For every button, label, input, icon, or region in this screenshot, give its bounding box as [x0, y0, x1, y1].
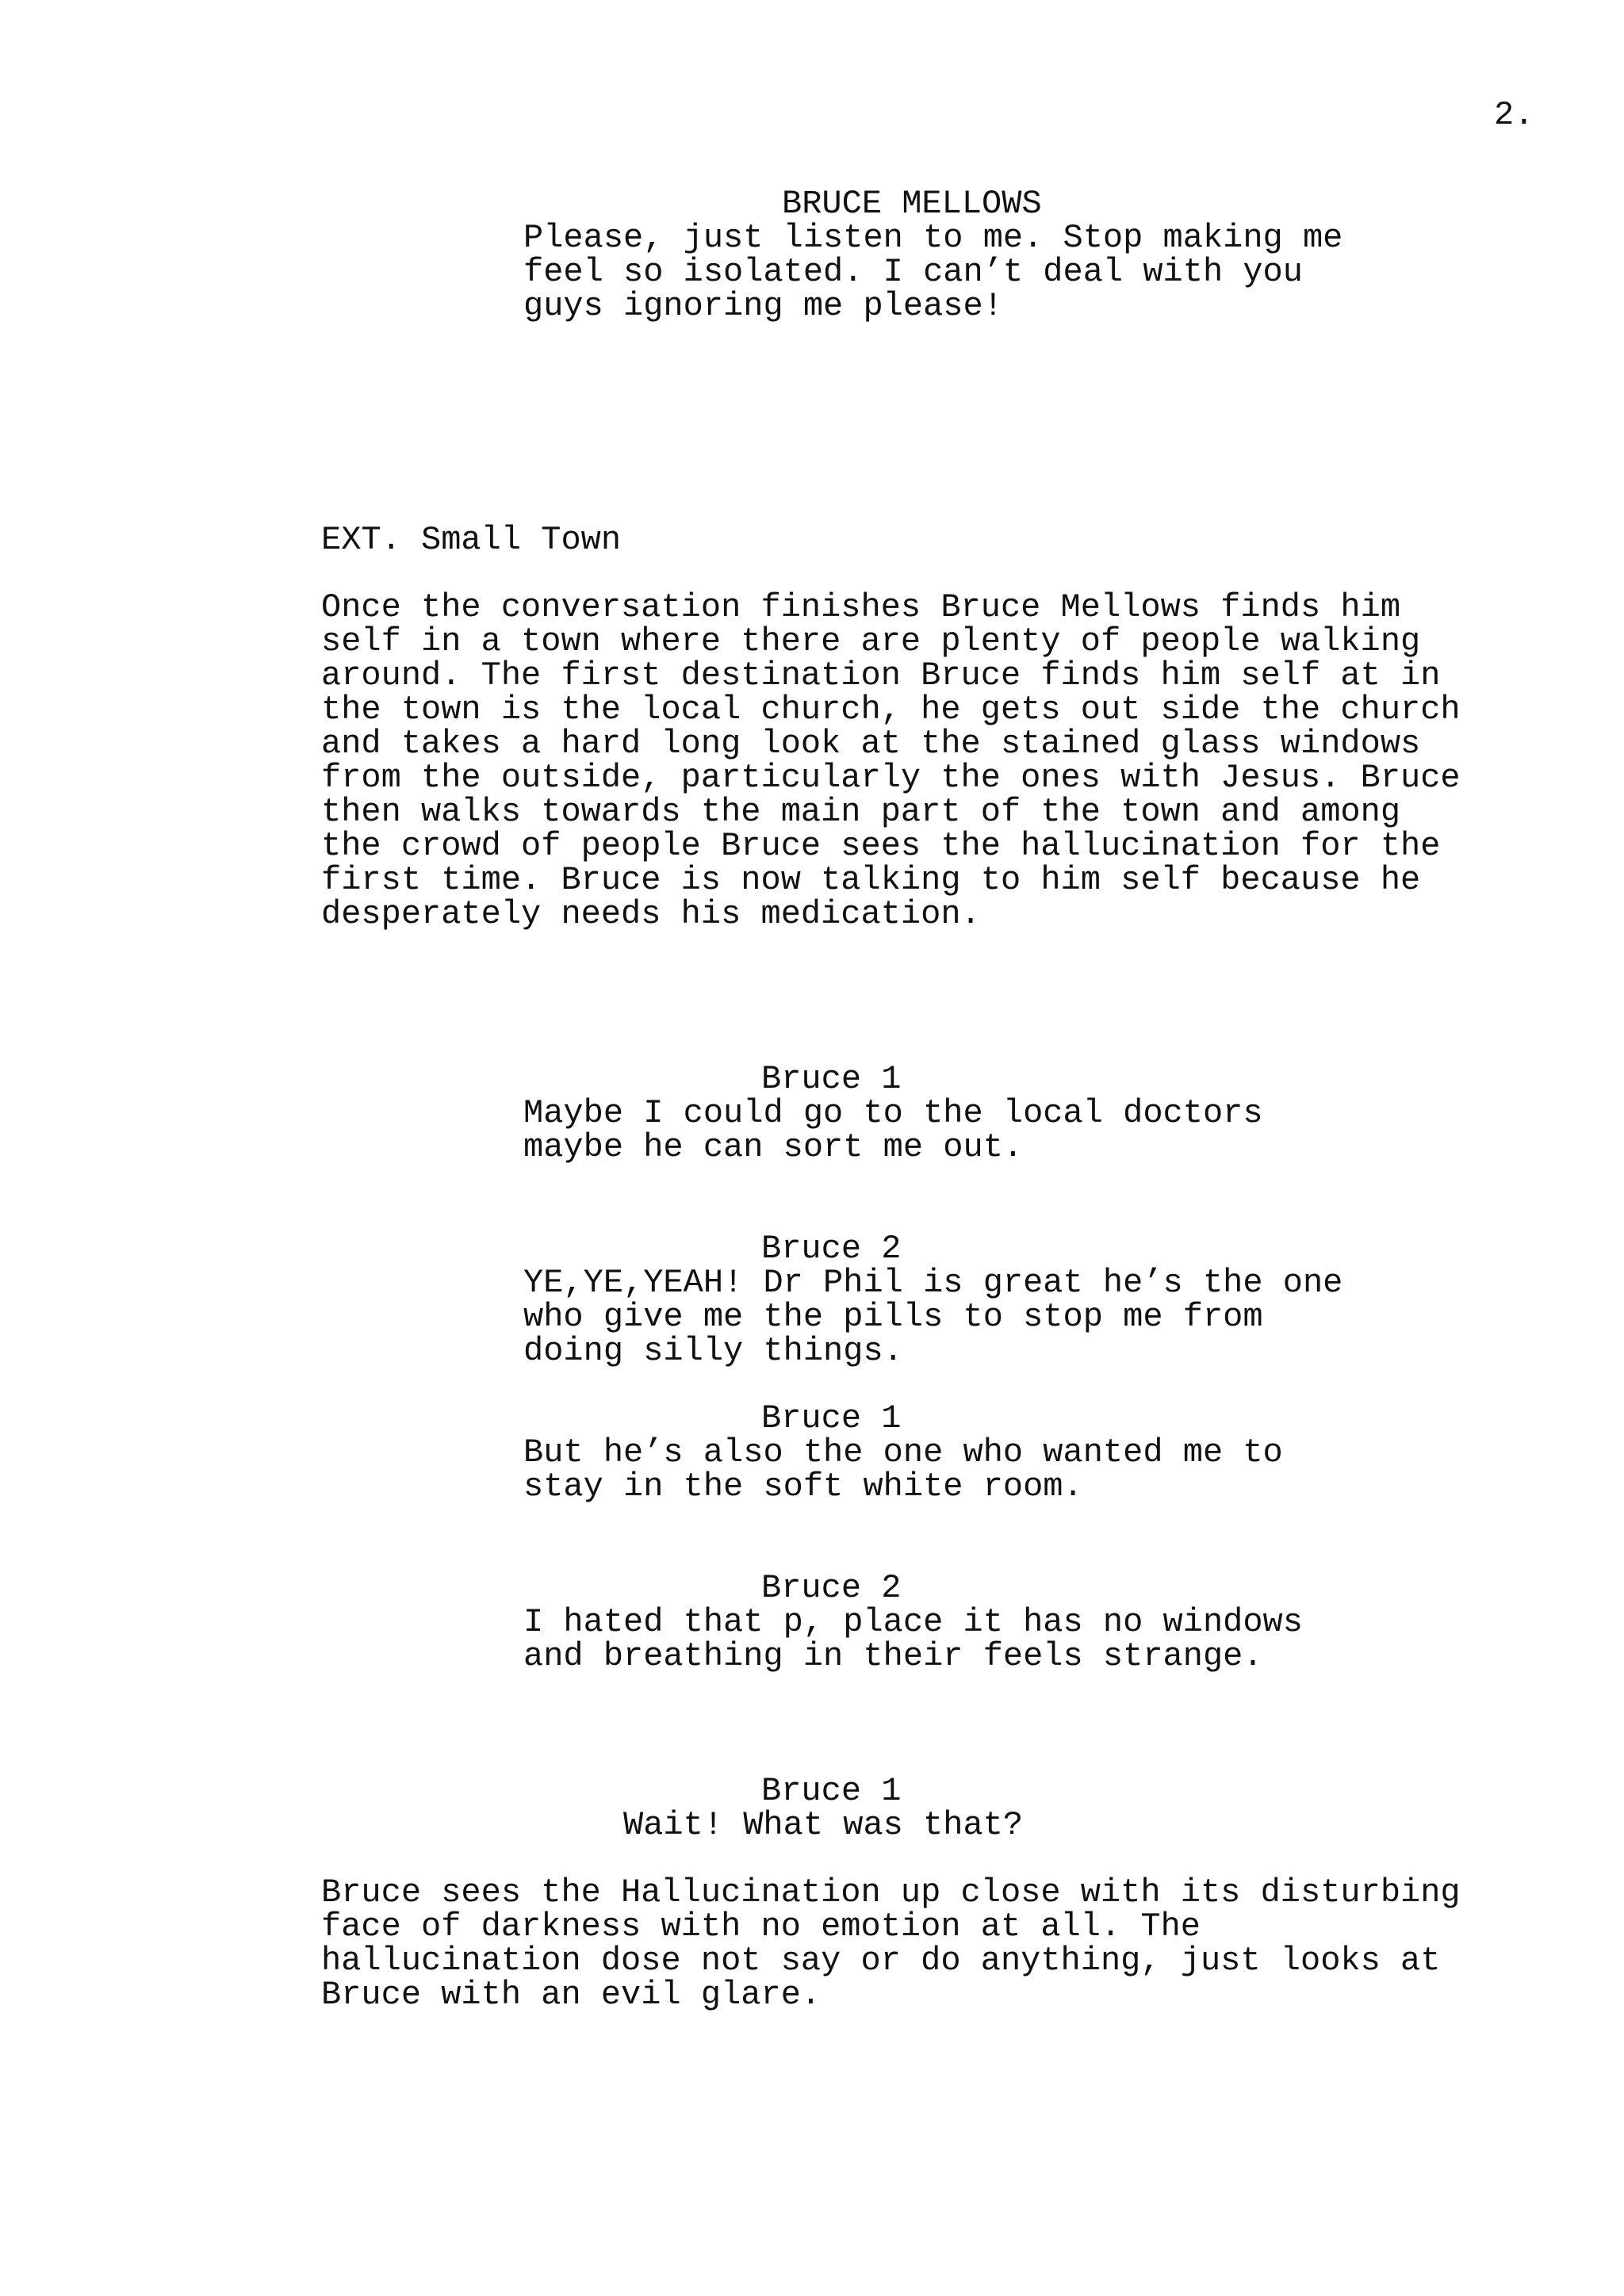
- character-name: Bruce 1: [761, 1060, 902, 1098]
- dialogue-line: I hated that p, place it has no windows: [523, 1603, 1303, 1641]
- character-name: Bruce 1: [761, 1772, 902, 1810]
- character-name: Bruce 2: [761, 1569, 902, 1607]
- character-name: Bruce 2: [761, 1230, 902, 1268]
- action-line: Bruce with an evil glare.: [321, 1976, 822, 2014]
- action-line: self in a town where there are plenty of people walking: [321, 622, 1421, 660]
- character-name: BRUCE MELLOWS: [782, 185, 1042, 223]
- dialogue-line: who give me the pills to stop me from: [523, 1298, 1263, 1336]
- dialogue-line: Wait! What was that?: [623, 1806, 1024, 1844]
- action-line: then walks towards the main part of the town and among: [321, 793, 1401, 831]
- dialogue-line: But he’s also the one who wanted me to: [523, 1433, 1283, 1471]
- dialogue-line: stay in the soft white room.: [523, 1468, 1083, 1506]
- action-line: the crowd of people Bruce sees the hallucination for the: [321, 827, 1441, 865]
- dialogue-line: doing silly things.: [523, 1332, 903, 1370]
- action-line: and takes a hard long look at the stained glass windows: [321, 725, 1421, 763]
- dialogue-line: YE,YE,YEAH! Dr Phil is great he’s the one: [523, 1264, 1343, 1302]
- character-name: Bruce 1: [761, 1399, 902, 1437]
- page-number: 2.: [1494, 96, 1534, 134]
- dialogue-line: Maybe I could go to the local doctors: [523, 1094, 1263, 1132]
- dialogue-line: and breathing in their feels strange.: [523, 1637, 1263, 1675]
- action-line: face of darkness with no emotion at all. The: [321, 1908, 1201, 1946]
- action-line: Bruce sees the Hallucination up close with its disturbing: [321, 1873, 1461, 1911]
- action-line: hallucination dose not say or do anything, just looks at: [321, 1942, 1441, 1980]
- action-line: first time. Bruce is now talking to him self because he: [321, 861, 1421, 899]
- action-line: Once the conversation finishes Bruce Mellows finds him: [321, 588, 1401, 626]
- action-line: desperately needs his medication.: [321, 895, 981, 933]
- dialogue-line: guys ignoring me please!: [523, 287, 1003, 325]
- action-line: around. The first destination Bruce finds him self at in: [321, 656, 1441, 695]
- action-line: from the outside, particularly the ones with Jesus. Bruce: [321, 759, 1461, 797]
- dialogue-line: feel so isolated. I can’t deal with you: [523, 253, 1303, 291]
- dialogue-line: Please, just listen to me. Stop making me: [523, 219, 1343, 257]
- scene-heading: EXT. Small Town: [321, 521, 622, 559]
- dialogue-line: maybe he can sort me out.: [523, 1128, 1024, 1166]
- action-line: the town is the local church, he gets out side the church: [321, 691, 1461, 729]
